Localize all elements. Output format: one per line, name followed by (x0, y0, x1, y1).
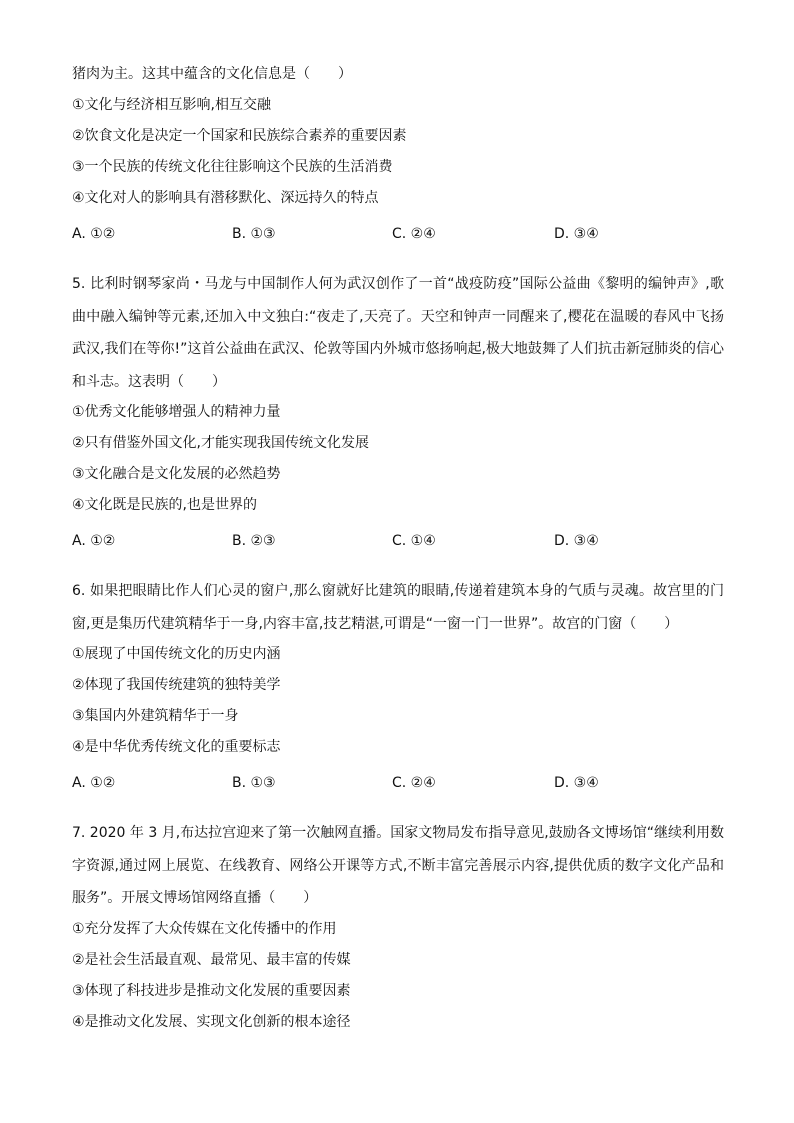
question-6-option-3: ③集国内外建筑精华于一身 (72, 708, 239, 724)
choice-d: D. ③④ (554, 533, 599, 549)
question-6-option-1: ①展现了中国传统文化的历史内涵 (72, 646, 281, 662)
question-6-option-2: ②体现了我国传统建筑的独特美学 (72, 677, 281, 693)
question-7-option-3: ③体现了科技进步是推动文化发展的重要因素 (72, 982, 351, 999)
question-7 (72, 817, 724, 1032)
question-7-option-2: ②是社会生活最直观、最常见、最丰富的传媒 (72, 951, 351, 968)
question-7-option-4: ④是推动文化发展、实现文化创新的根本途径 (72, 1013, 351, 1030)
choice-b: B. ①③ (232, 775, 276, 791)
question-4-option-3: ③一个民族的传统文化往往影响这个民族的生活消费 (72, 159, 393, 175)
question-5-option-2: ②只有借鉴外国文化,才能实现我国传统文化发展 (72, 435, 369, 451)
question-5-stem: 5. 比利时钢琴家尚・马龙与中国制作人何为武汉创作了一首“战疫防疫”国际公益曲《黎明的编钟声》,歌曲中融入编钟等元素,还加入中文独白:“夜走了,天亮了。天空和钟声一同醒来了,樱花在温暖的春风中飞扬武汉,我们在等你!”这首公益曲在武汉、伦敦等国内外城市悠扬响起,极大地鼓舞了人们抗击新冠肺炎的信心和斗志。这表明（ ） (72, 276, 724, 390)
choice-c: C. ②④ (392, 775, 436, 791)
question-6 (72, 575, 724, 793)
question-5-option-3: ③文化融合是文化发展的必然趋势 (72, 466, 281, 482)
question-content (72, 64, 724, 1043)
question-4 (72, 64, 724, 244)
choice-d: D. ③④ (554, 226, 599, 242)
question-6-option-4: ④是中华优秀传统文化的重要标志 (72, 739, 281, 755)
question-5 (72, 268, 724, 551)
question-4-option-1: ①文化与经济相互影响,相互交融 (72, 97, 272, 113)
choice-a: A. ①② (72, 533, 116, 549)
choice-b: B. ②③ (232, 533, 276, 549)
question-4-stem-tail: 猪肉为主。这其中蕴含的文化信息是（ ） (72, 66, 352, 82)
question-6-stem: 6. 如果把眼睛比作人们心灵的窗户,那么窗就好比建筑的眼睛,传递着建筑本身的气质与灵魂。故宫里的门窗,更是集历代建筑精华于一身,内容丰富,技艺精湛,可谓是“一窗一门一世界”。故宫的门窗（ ） (72, 583, 724, 632)
question-7-option-1: ①充分发挥了大众传媒在文化传播中的作用 (72, 920, 337, 937)
question-6-choices (72, 773, 724, 793)
choice-c: C. ①④ (392, 533, 436, 549)
choice-c: C. ②④ (392, 226, 436, 242)
question-5-option-4: ④文化既是民族的,也是世界的 (72, 497, 258, 513)
question-7-stem: 7. 2020 年 3 月,布达拉宫迎来了第一次触网直播。国家文物局发布指导意见,鼓励各文博场馆“继续利用数字资源,通过网上展览、在线教育、网络公开课等方式,不断丰富完善展示内容,提供优质的数字文化产品和服务”。开展文博场馆网络直播（ ） (72, 825, 724, 906)
question-4-option-4: ④文化对人的影响具有潜移默化、深远持久的特点 (72, 190, 379, 206)
question-4-option-2: ②饮食文化是决定一个国家和民族综合素养的重要因素 (72, 128, 407, 144)
choice-a: A. ①② (72, 775, 116, 791)
question-5-choices (72, 531, 724, 551)
choice-d: D. ③④ (554, 775, 599, 791)
question-5-option-1: ①优秀文化能够增强人的精神力量 (72, 404, 281, 420)
question-4-choices (72, 224, 724, 244)
choice-a: A. ①② (72, 226, 116, 242)
choice-b: B. ①③ (232, 226, 276, 242)
